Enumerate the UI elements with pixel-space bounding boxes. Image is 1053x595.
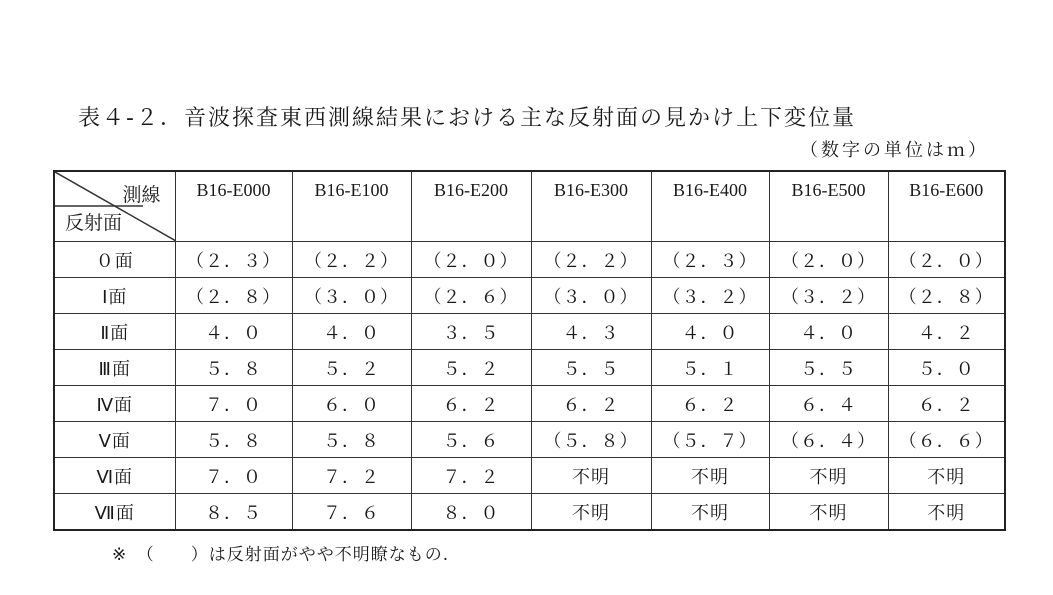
value-cell: （５．８） [531,422,651,458]
value-cell: 不明 [651,494,769,531]
value-cell: ７．６ [292,494,411,531]
value-cell: （３．２） [769,278,888,314]
value-cell: ７．０ [175,386,292,422]
value-cell: （２．６） [411,278,531,314]
value-cell: （２．２） [292,242,411,278]
value-cell: 不明 [531,494,651,531]
value-cell: 不明 [651,458,769,494]
value-cell: （５．７） [651,422,769,458]
value-cell: 不明 [769,458,888,494]
corner-line-label: 測線 [122,184,161,206]
row-header: Ⅳ面 [54,386,175,422]
corner-surface-label: 反射面 [65,212,123,234]
value-cell: ７．０ [175,458,292,494]
value-cell: ４．０ [292,314,411,350]
header-row [54,171,1005,242]
row-header: ０面 [54,242,175,278]
value-cell: （６．４） [769,422,888,458]
value-cell: ６．４ [769,386,888,422]
row-header: Ⅰ面 [54,278,175,314]
value-cell: （６．６） [888,422,1005,458]
value-cell: （２．２） [531,242,651,278]
col-header: B16-E200 [411,171,531,242]
value-cell: ７．２ [411,458,531,494]
value-cell: （２．３） [651,242,769,278]
row-header: Ⅶ面 [54,494,175,531]
value-cell: ４．０ [651,314,769,350]
table-title: 表４-２．音波探査東西測線結果における主な反射面の見かけ上下変位量 [78,106,856,131]
value-cell: （３．０） [531,278,651,314]
value-cell: （２．８） [175,278,292,314]
value-cell: ６．２ [888,386,1005,422]
unit-note: （数字の単位はｍ） [800,140,989,161]
value-cell: ５．８ [292,422,411,458]
col-header: B16-E100 [292,171,411,242]
value-cell: ４．０ [769,314,888,350]
footnote: ※ （ ）は反射面がやや不明瞭なもの. [112,545,450,565]
value-cell: （２．０） [411,242,531,278]
value-cell: ５．５ [531,350,651,386]
value-cell: （２．８） [888,278,1005,314]
value-cell: ８．５ [175,494,292,531]
table-row [54,458,1005,494]
value-cell: ３．５ [411,314,531,350]
value-cell: ５．２ [411,350,531,386]
value-cell: 不明 [888,494,1005,531]
corner-cell [54,171,175,242]
value-cell: 不明 [769,494,888,531]
value-cell: ５．８ [175,350,292,386]
value-cell: （２．０） [769,242,888,278]
row-header: Ⅵ面 [54,458,175,494]
value-cell: （３．２） [651,278,769,314]
table-row [54,350,1005,386]
col-header: B16-E500 [769,171,888,242]
value-cell: ４．２ [888,314,1005,350]
value-cell: ５．８ [175,422,292,458]
table-row [54,242,1005,278]
col-header: B16-E000 [175,171,292,242]
value-cell: （３．０） [292,278,411,314]
row-header: Ⅴ面 [54,422,175,458]
col-header: B16-E600 [888,171,1005,242]
value-cell: ５．５ [769,350,888,386]
value-cell: 不明 [888,458,1005,494]
table-row [54,278,1005,314]
value-cell: ７．２ [292,458,411,494]
value-cell: ６．０ [292,386,411,422]
value-cell: ６．２ [411,386,531,422]
value-cell: 不明 [531,458,651,494]
table-row [54,386,1005,422]
value-cell: ５．１ [651,350,769,386]
table-row [54,314,1005,350]
value-cell: ５．０ [888,350,1005,386]
col-header: B16-E300 [531,171,651,242]
value-cell: （２．０） [888,242,1005,278]
value-cell: （２．３） [175,242,292,278]
table-row [54,494,1005,531]
value-cell: ５．２ [292,350,411,386]
value-cell: ６．２ [651,386,769,422]
col-header: B16-E400 [651,171,769,242]
displacement-table [53,170,1006,531]
value-cell: ４．０ [175,314,292,350]
table-row [54,422,1005,458]
value-cell: ４．３ [531,314,651,350]
value-cell: ６．２ [531,386,651,422]
row-header: Ⅱ面 [54,314,175,350]
value-cell: ５．６ [411,422,531,458]
value-cell: ８．０ [411,494,531,531]
row-header: Ⅲ面 [54,350,175,386]
